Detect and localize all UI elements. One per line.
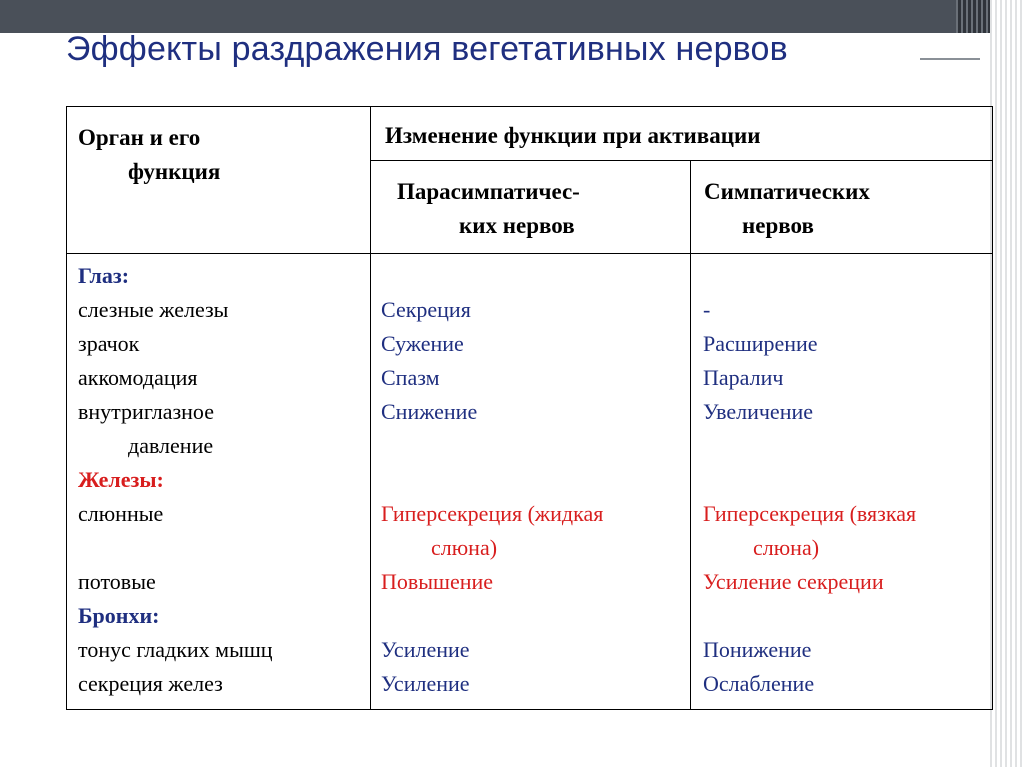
sym-row	[703, 599, 916, 633]
header-sym-cell	[704, 175, 989, 243]
sym-row: Понижение	[703, 637, 812, 662]
organ-row: слезные железы	[78, 297, 229, 322]
organ-row: Железы:	[78, 467, 164, 492]
sym-row: Паралич	[703, 365, 784, 390]
parasym-row	[381, 463, 603, 497]
parasym-row: Гиперсекреция (жидкая	[381, 501, 604, 526]
sym-row: Гиперсекреция (вязкая	[703, 501, 917, 526]
parasym-row: Усиление	[381, 671, 470, 696]
organ-row: зрачок	[78, 331, 140, 356]
parasym-row: Секреция	[381, 297, 471, 322]
organ-row: внутриглазное	[78, 399, 214, 424]
header-sym-line2: нервов	[742, 213, 814, 238]
sym-row: Ослабление	[703, 671, 815, 696]
header-parasym-line1: Парасимпатичес-	[397, 179, 580, 204]
parasym-row	[381, 259, 603, 293]
parasym-row: Сужение	[381, 331, 464, 356]
parasym-row	[381, 599, 603, 633]
organ-row: секреция желез	[78, 671, 223, 696]
organ-row: слюнные	[78, 501, 164, 526]
table-col-divider-2	[690, 160, 691, 709]
organ-row: тонус гладких мышц	[78, 637, 273, 662]
header-parasym-line2: ких нервов	[459, 213, 575, 238]
header-organ-line2: функция	[128, 159, 221, 184]
top-bar	[0, 0, 990, 33]
organ-row: потовые	[78, 569, 156, 594]
organ-row: давление	[128, 433, 214, 458]
organ-row: Бронхи:	[78, 603, 160, 628]
right-decor-stripes	[990, 0, 1024, 767]
title-underline-decor	[920, 58, 980, 60]
table-col-divider-1	[370, 107, 371, 709]
header-sym-line1: Симпатических	[704, 179, 870, 204]
header-organ-line1: Орган и его	[78, 125, 201, 150]
organ-row: аккомодация	[78, 365, 198, 390]
header-organ-cell	[78, 121, 358, 189]
sym-row: Усиление секреции	[703, 569, 884, 594]
slide-title: Эффекты раздражения вегетативных нервов	[66, 30, 788, 68]
header-parasym-cell	[397, 175, 687, 243]
organ-row	[78, 531, 273, 565]
parasym-row	[381, 429, 603, 463]
parasym-row: Снижение	[381, 399, 478, 424]
sym-row: Увеличение	[703, 399, 814, 424]
parasym-row: Спазм	[381, 365, 440, 390]
table-row-divider-sub	[370, 160, 992, 161]
organ-column	[78, 259, 273, 701]
header-change-cell: Изменение функции при активации	[385, 123, 761, 148]
sym-row	[703, 429, 916, 463]
organ-row: Глаз:	[78, 263, 130, 288]
parasym-row: Повышение	[381, 569, 494, 594]
parasym-row: Усиление	[381, 637, 470, 662]
sym-row	[703, 463, 916, 497]
sym-row: -	[703, 297, 711, 322]
table-row-divider-header	[67, 253, 992, 254]
parasympathetic-column	[381, 259, 603, 701]
sym-row: Расширение	[703, 331, 818, 356]
sym-row	[703, 259, 916, 293]
sym-row: слюна)	[753, 535, 820, 560]
effects-table	[66, 106, 993, 710]
top-bar-stripes	[956, 0, 990, 33]
parasym-row: слюна)	[431, 535, 498, 560]
sympathetic-column	[703, 259, 916, 701]
